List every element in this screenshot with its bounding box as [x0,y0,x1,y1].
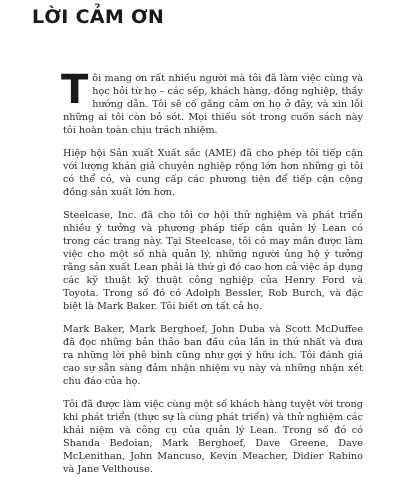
paragraph-2: Hiệp hội Sản xuất Xuất sắc (AME) đã cho phép tôi tiếp cận với lượng khán giả chuyên nghiệp rộng lớn hơn những gì tôi có thể có, và cung cấp các phương tiện để tiếp cận cộng đồng sản xuất lớn hơn. [63,148,363,198]
body-text [61,67,363,486]
paragraph-4: Mark Baker, Mark Berghoef, John Duba và Scott McDuffee đã đọc những bản thảo ban đầu của lần in thứ nhất và đưa ra những lời phê bình cũng như gợi ý hữu ích. Tôi đánh giá cao sự sẵn sàng đảm nhận nhiệm vụ này và những nhận xét chu đáo của họ. [63,324,363,387]
page-title: LỜI CẢM ƠN [32,6,165,28]
paragraph-5: Tôi đã được làm việc cùng một số khách hàng tuyệt vời trong khi phát triển (thực sự là cùng phát triển) và thử nghiệm các khái niệm và công cụ của quản lý Lean. Trong số đó có Shanda Bedoian, Mark Berghoef, Dave Greene, Dave McLenithan, John Mancuso, Kevin Meacher, Didier Rabino và Jane Velthouse. [63,399,363,475]
paragraph-1-text: ôi mang ơn rất nhiều người mà tôi đã làm việc cùng và học hỏi từ họ – các sếp, khách hàng, đồng nghiệp, thầy hướng dẫn. Tôi sẽ cố gắng cảm ơn họ ở đây, và xin lỗi những ai tôi còn bỏ sót. Mọi thiếu sót trong cuốn sách này tôi hoàn toàn chịu trách nhiệm. [63,73,363,136]
paragraph-3: Steelcase, Inc. đã cho tôi cơ hội thử nghiệm và phát triển nhiều ý tưởng và phương pháp tiếp cận quản lý Lean có trong các trang này. Tại Steelcase, tôi có may mắn được làm việc cho một số nhà quản lý, những người ủng hộ ý tưởng rằng sản xuất Lean phải là thứ gì đó cao hơn cả việc áp dụng các kỹ thuật kỹ thuật công nghiệp của Henry Ford và Toyota. Trong số đó có Adolph Bessler, Rob Burch, và đặc biệt là Mark Baker. Tôi biết ơn tất cả họ. [63,210,363,312]
paragraph-1 [61,67,363,137]
drop-cap: T [61,67,89,113]
